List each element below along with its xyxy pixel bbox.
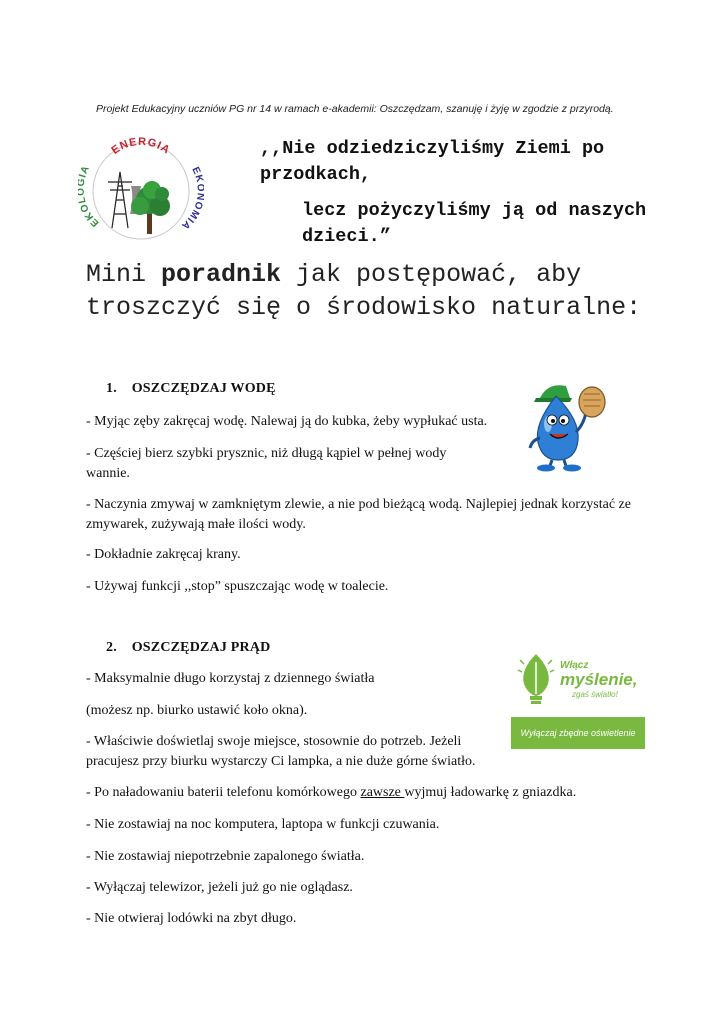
title-bold-word: poradnik xyxy=(161,260,282,289)
section-power-heading: 2. OSZCZĘDZAJ PRĄD xyxy=(106,640,271,655)
logo-graphic xyxy=(78,128,204,254)
power-tip-2: - Właściwie doświetlaj swoje miejsce, stosownie do potrzeb. Jeżeli pracujesz przy biurku wystarczy Ci lampka, a nie duże górne światło. xyxy=(86,734,476,769)
water-tip-5: - Używaj funkcji ,,stop” spuszczając wodę w toalecie. xyxy=(86,579,389,594)
power-tip-3 xyxy=(86,783,656,803)
logo-word-ekologia: EKO IA xyxy=(78,163,102,229)
campaign-line-3: zgaś światło! xyxy=(572,690,618,699)
power-tip-1: - Maksymalnie długo korzystaj z dziennego światła xyxy=(86,671,375,686)
section-water-heading: 1. OSZCZĘDZAJ WODĘ xyxy=(106,381,276,396)
power-tip-7: - Nie otwieraj lodówki na zbyt długo. xyxy=(86,911,297,926)
quote-line-1: ,,Nie odziedziczyliśmy Ziemi po przodkach, xyxy=(260,138,605,185)
water-drop-mascot xyxy=(526,376,608,472)
water-tip-3: - Naczynia zmywaj w zamkniętym zlewie, a nie pod bieżącą wodą. Najlepiej jednak korzystać ze zmywarek, zużywają małe ilości wody. xyxy=(86,497,631,532)
campaign-line-1: Włącz xyxy=(560,660,589,671)
charger-tip-emphasis: zawsze xyxy=(360,785,405,800)
title-part-1: Mini xyxy=(86,260,162,289)
logo-word-energia: ENERGIA xyxy=(109,135,173,157)
water-drop-icon xyxy=(526,376,608,472)
campaign-graphic xyxy=(516,652,646,710)
quote-line-2: lecz pożyczyliśmy ją od naszych dzieci.” xyxy=(302,200,647,247)
title-part-2: jak postępować, aby troszczyć się o środowisko naturalne: xyxy=(86,260,642,322)
power-tip-5: - Nie zostawiaj niepotrzebnie zapalonego światła. xyxy=(86,849,365,864)
logo-word-ekonomia: EK OMIA xyxy=(178,165,204,232)
charger-tip-before: - Po naładowaniu baterii telefonu komórkowego xyxy=(86,785,361,800)
water-tip-1: - Myjąc zęby zakręcaj wodę. Nalewaj ją do kubka, żeby wypłukać usta. xyxy=(86,414,488,429)
water-tip-2: - Częściej bierz szybki prysznic, niż długą kąpiel w pełnej wody wannie. xyxy=(86,446,447,481)
power-tip-6: - Wyłączaj telewizor, jeżeli już go nie oglądasz. xyxy=(86,880,353,895)
water-tip-4: - Dokładnie zakręcaj krany. xyxy=(86,547,241,562)
leaf-bulb-icon xyxy=(516,652,556,708)
campaign-banner: Wyłączaj zbędne oświetlenie xyxy=(511,717,645,749)
eco-logo xyxy=(78,128,204,254)
page-title xyxy=(86,258,706,324)
power-tip-4: - Nie zostawiaj na noc komputera, laptopa w funkcji czuwania. xyxy=(86,817,440,832)
campaign-line-2: myślenie, xyxy=(560,670,638,689)
charger-tip-after: wyjmuj ładowarkę z gniazdka. xyxy=(404,785,577,800)
project-header: Projekt Edukacyjny uczniów PG nr 14 w ramach e-akademii: Oszczędzam, szanuję i żyję w zgodzie z przyrodą. xyxy=(96,103,614,115)
power-tip-1-note: (możesz np. biurko ustawić koło okna). xyxy=(86,703,308,718)
